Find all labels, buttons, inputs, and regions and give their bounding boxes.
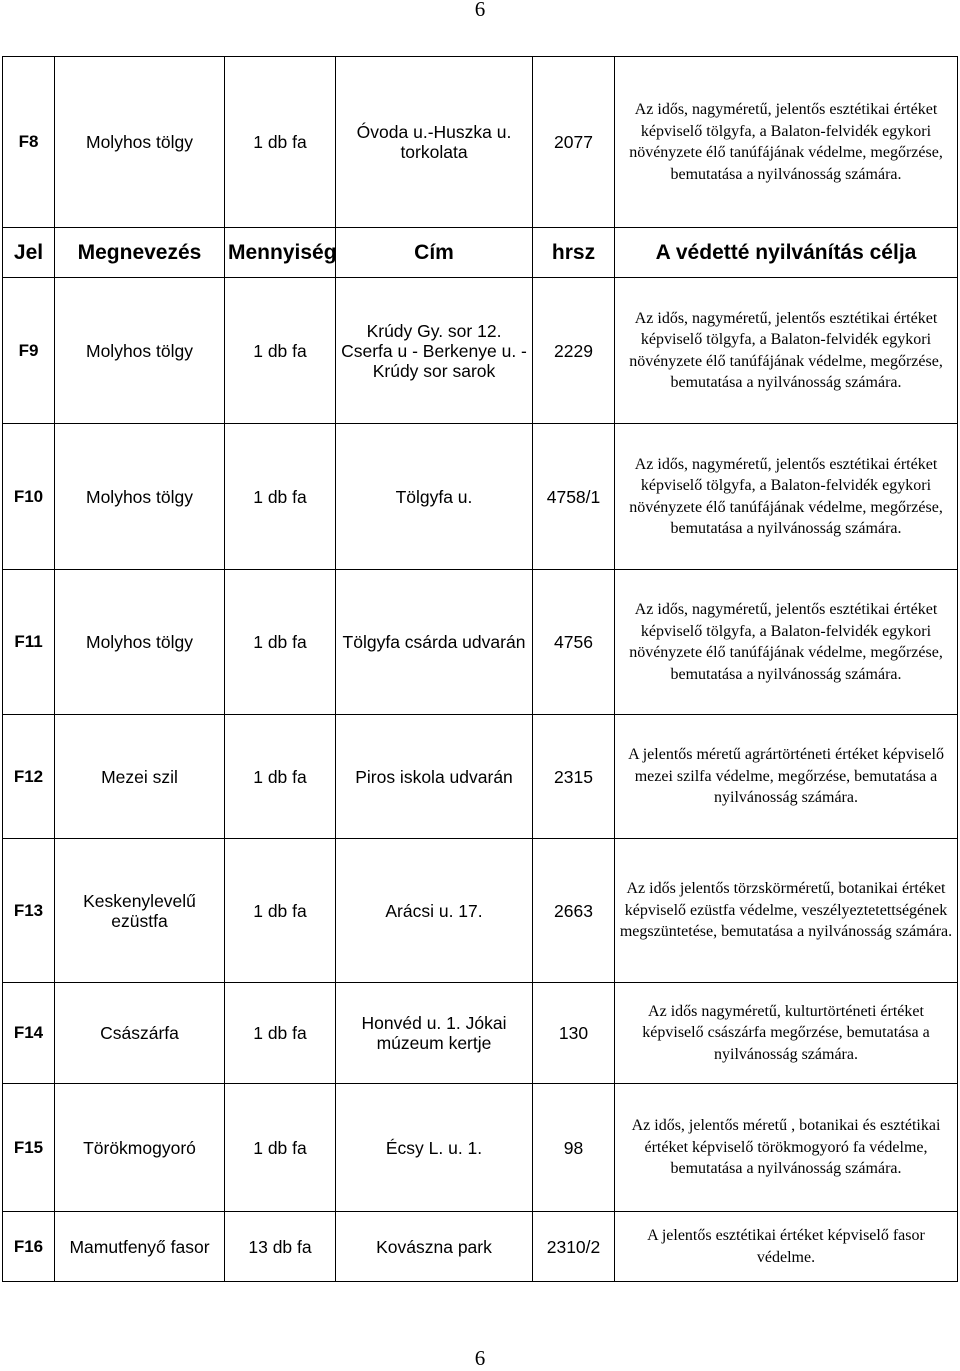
cell-cim: Arácsi u. 17. bbox=[336, 839, 533, 983]
cell-jel: F14 bbox=[3, 983, 55, 1084]
cell-jel: F11 bbox=[3, 570, 55, 715]
cell-jel: F9 bbox=[3, 278, 55, 424]
cell-jel: F13 bbox=[3, 839, 55, 983]
cell-jel: F15 bbox=[3, 1084, 55, 1212]
header-jel: Jel bbox=[3, 228, 55, 278]
cell-megnevezes: Molyhos tölgy bbox=[55, 57, 225, 228]
cell-cel: Az idős, nagyméretű, jelentős esztétikai értéket képviselő tölgyfa, a Balaton-felvidék egykori növényzete élő tanúfájának védelme, megőrzése, bemutatása a nyilvánosság számára. bbox=[615, 424, 958, 570]
cell-cim: Tölgyfa u. bbox=[336, 424, 533, 570]
cell-mennyiseg: 1 db fa bbox=[225, 1084, 336, 1212]
cell-megnevezes: Keskenylevelű ezüstfa bbox=[55, 839, 225, 983]
cell-cel: Az idős, nagyméretű, jelentős esztétikai értéket képviselő tölgyfa, a Balaton-felvidék egykori növényzete élő tanúfájának védelme, megőrzése, bemutatása a nyilvánosság számára. bbox=[615, 57, 958, 228]
header-cim: Cím bbox=[336, 228, 533, 278]
cell-cim: Piros iskola udvarán bbox=[336, 715, 533, 839]
cell-cim: Honvéd u. 1. Jókai múzeum kertje bbox=[336, 983, 533, 1084]
cell-jel: F16 bbox=[3, 1212, 55, 1282]
cell-mennyiseg: 1 db fa bbox=[225, 839, 336, 983]
cell-megnevezes: Molyhos tölgy bbox=[55, 424, 225, 570]
protected-trees-table bbox=[2, 56, 958, 1282]
cell-mennyiseg: 1 db fa bbox=[225, 57, 336, 228]
table-row bbox=[3, 278, 958, 424]
cell-hrsz: 4756 bbox=[533, 570, 615, 715]
table-row bbox=[3, 57, 958, 228]
cell-hrsz: 2229 bbox=[533, 278, 615, 424]
cell-hrsz: 2077 bbox=[533, 57, 615, 228]
cell-megnevezes: Császárfa bbox=[55, 983, 225, 1084]
cell-hrsz: 2663 bbox=[533, 839, 615, 983]
cell-megnevezes: Mezei szil bbox=[55, 715, 225, 839]
page-number-bottom: 6 bbox=[474, 1346, 486, 1370]
cell-jel: F12 bbox=[3, 715, 55, 839]
cell-cim: Kovászna park bbox=[336, 1212, 533, 1282]
cell-hrsz: 4758/1 bbox=[533, 424, 615, 570]
cell-cel: Az idős, nagyméretű, jelentős esztétikai értéket képviselő tölgyfa, a Balaton-felvidék egykori növényzete élő tanúfájának védelme, megőrzése, bemutatása a nyilvánosság számára. bbox=[615, 570, 958, 715]
cell-hrsz: 2310/2 bbox=[533, 1212, 615, 1282]
table-row bbox=[3, 715, 958, 839]
cell-mennyiseg: 1 db fa bbox=[225, 424, 336, 570]
cell-cel: Az idős, jelentős méretű , botanikai és esztétikai értéket képviselő törökmogyoró fa védelme, bemutatása a nyilvánosság számára. bbox=[615, 1084, 958, 1212]
table-row bbox=[3, 1212, 958, 1282]
cell-cel: Az idős, nagyméretű, jelentős esztétikai értéket képviselő tölgyfa, a Balaton-felvidék egykori növényzete élő tanúfájának védelme, megőrzése, bemutatása a nyilvánosság számára. bbox=[615, 278, 958, 424]
cell-megnevezes: Mamutfenyő fasor bbox=[55, 1212, 225, 1282]
cell-megnevezes: Törökmogyoró bbox=[55, 1084, 225, 1212]
page-number-top: 6 bbox=[474, 0, 486, 21]
cell-cim: Tölgyfa csárda udvarán bbox=[336, 570, 533, 715]
cell-cel: Az idős jelentős törzskörméretű, botanikai értéket képviselő ezüstfa védelme, veszélyeztetettségének megszüntetése, bemutatása a nyilvánosság számára. bbox=[615, 839, 958, 983]
cell-cel: Az idős nagyméretű, kulturtörténeti értéket képviselő császárfa megőrzése, bemutatása a nyilvánosság számára. bbox=[615, 983, 958, 1084]
cell-mennyiseg: 13 db fa bbox=[225, 1212, 336, 1282]
table-header-row bbox=[3, 228, 958, 278]
table-row bbox=[3, 1084, 958, 1212]
cell-cim: Óvoda u.-Huszka u. torkolata bbox=[336, 57, 533, 228]
cell-jel: F8 bbox=[3, 57, 55, 228]
cell-hrsz: 2315 bbox=[533, 715, 615, 839]
cell-mennyiseg: 1 db fa bbox=[225, 570, 336, 715]
table-row bbox=[3, 570, 958, 715]
cell-mennyiseg: 1 db fa bbox=[225, 278, 336, 424]
cell-mennyiseg: 1 db fa bbox=[225, 983, 336, 1084]
table-row bbox=[3, 839, 958, 983]
cell-hrsz: 98 bbox=[533, 1084, 615, 1212]
cell-cim: Krúdy Gy. sor 12. Cserfa u - Berkenye u. - Krúdy sor sarok bbox=[336, 278, 533, 424]
cell-megnevezes: Molyhos tölgy bbox=[55, 278, 225, 424]
cell-cim: Écsy L. u. 1. bbox=[336, 1084, 533, 1212]
cell-hrsz: 130 bbox=[533, 983, 615, 1084]
cell-cel: A jelentős méretű agrártörténeti értéket képviselő mezei szilfa védelme, megőrzése, bemutatása a nyilvánosság számára. bbox=[615, 715, 958, 839]
table-row bbox=[3, 424, 958, 570]
header-megnevezes: Megnevezés bbox=[55, 228, 225, 278]
header-hrsz: hrsz bbox=[533, 228, 615, 278]
cell-cel: A jelentős esztétikai értéket képviselő fasor védelme. bbox=[615, 1212, 958, 1282]
header-mennyiseg: Mennyiség bbox=[225, 228, 336, 278]
header-cel: A védetté nyilvánítás célja bbox=[615, 228, 958, 278]
cell-megnevezes: Molyhos tölgy bbox=[55, 570, 225, 715]
cell-mennyiseg: 1 db fa bbox=[225, 715, 336, 839]
table-row bbox=[3, 983, 958, 1084]
cell-jel: F10 bbox=[3, 424, 55, 570]
